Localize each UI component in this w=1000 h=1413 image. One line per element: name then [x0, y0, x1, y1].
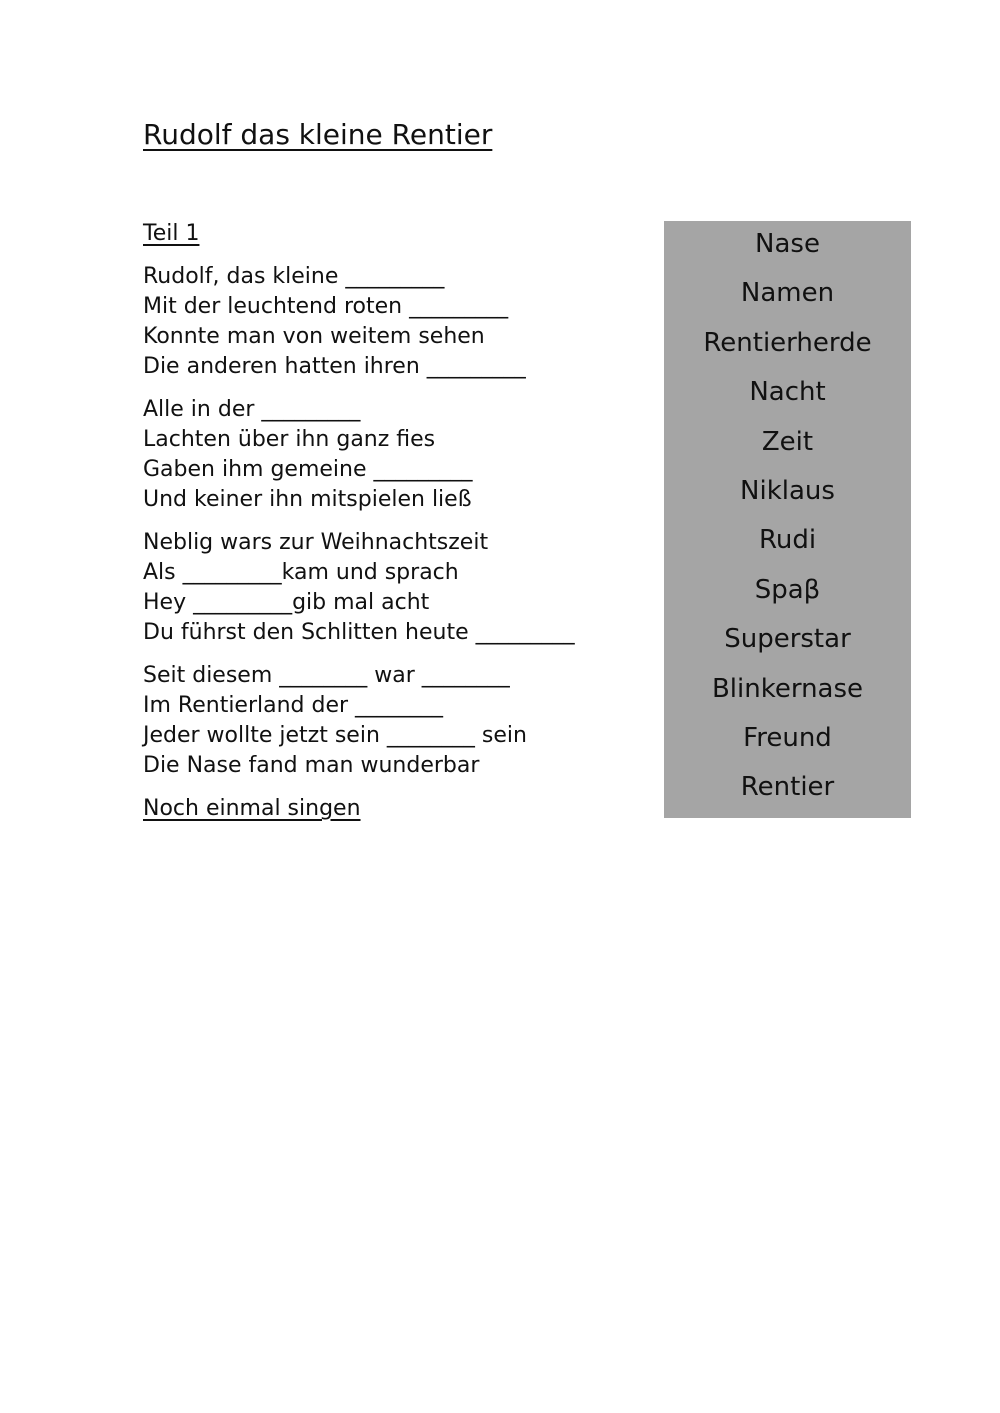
word-bank-item: Zeit [761, 426, 814, 457]
word-bank [664, 221, 911, 818]
word-bank-item: Freund [743, 722, 832, 753]
stanza-4 [143, 661, 643, 781]
worksheet-title: Rudolf das kleine Rentier [143, 118, 493, 151]
lyric-line: Mit der leuchtend roten _________ [143, 294, 509, 319]
lyric-line: Du führst den Schlitten heute _________ [143, 620, 575, 645]
word-bank-item: Nase [755, 229, 820, 259]
word-bank-item: Niklaus [740, 475, 835, 506]
lyric-line: Und keiner ihn mitspielen ließ [143, 487, 472, 512]
lyric-line: Gaben ihm gemeine _________ [143, 457, 473, 482]
lyric-line: Konnte man von weitem sehen [143, 324, 485, 349]
lyric-line: Neblig wars zur Weihnachtszeit [143, 530, 489, 555]
part-label: Teil 1 [143, 221, 200, 246]
lyric-line: Die Nase fand man wunderbar [143, 753, 480, 778]
lyric-line: Jeder wollte jetzt sein ________ sein [143, 723, 527, 748]
lyric-line: Die anderen hatten ihren _________ [143, 354, 526, 379]
word-bank-item: Spaβ [754, 574, 821, 605]
lyric-line: Alle in der _________ [143, 397, 361, 422]
stanza-3 [143, 528, 643, 648]
stanza-2 [143, 395, 643, 515]
footer-instruction: Noch einmal singen [143, 796, 361, 821]
word-bank-item: Blinkernase [711, 673, 864, 704]
word-bank-item: Rentier [740, 772, 835, 803]
word-bank-item: Nacht [749, 377, 826, 408]
lyrics-section [143, 218, 643, 824]
word-bank-item: Rentierherde [703, 327, 872, 358]
lyric-line: Seit diesem ________ war ________ [143, 663, 510, 688]
lyric-line: Im Rentierland der ________ [143, 693, 444, 718]
lyric-line: Lachten über ihn ganz fies [143, 427, 436, 452]
word-bank-item: Superstar [724, 624, 851, 655]
lyric-line: Als _________kam und sprach [143, 560, 459, 585]
stanza-1 [143, 262, 643, 382]
lyric-line: Rudolf, das kleine _________ [143, 264, 445, 289]
lyric-line: Hey _________gib mal acht [143, 590, 430, 615]
word-bank-item: Namen [740, 278, 835, 309]
word-bank-item: Rudi [758, 525, 817, 556]
